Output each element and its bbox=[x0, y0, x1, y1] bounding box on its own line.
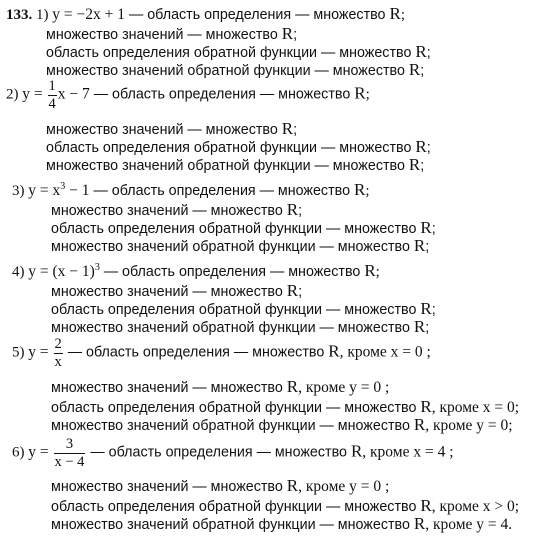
part-5-header bbox=[12, 337, 431, 369]
domain-text: — область определения — множество bbox=[86, 444, 351, 461]
part-3-line-3 bbox=[51, 237, 429, 254]
fraction-denominator: x bbox=[54, 353, 62, 370]
range-text: множество значений — множество bbox=[51, 380, 287, 396]
semicolon: ; bbox=[426, 140, 431, 156]
set-symbol: R bbox=[420, 218, 432, 237]
set-symbol: R bbox=[286, 200, 299, 219]
exclusion-text: , кроме x = 0 ; bbox=[339, 343, 431, 361]
set-symbol: R bbox=[364, 261, 376, 280]
exclusion-text: , кроме x = 0; bbox=[431, 399, 520, 416]
domain-text: — область определения — множество bbox=[89, 183, 354, 199]
domain-text: — область определения — множество bbox=[99, 264, 365, 280]
inverse-domain-text: область определения обратной функции — множество bbox=[51, 499, 421, 515]
problem-number: 133. bbox=[6, 7, 33, 23]
semicolon: ; bbox=[425, 239, 430, 255]
part-2-line-3 bbox=[46, 156, 424, 173]
part-label: 5) bbox=[12, 344, 25, 361]
part-1-header bbox=[6, 5, 405, 23]
fraction-denominator: x − 4 bbox=[54, 453, 85, 470]
inverse-domain-text: область определения обратной функции — множество bbox=[51, 302, 421, 318]
semicolon: ; bbox=[420, 158, 425, 174]
formula-end: x − 7 bbox=[57, 85, 90, 103]
semicolon: ; bbox=[293, 122, 298, 138]
fraction-denominator: 4 bbox=[48, 95, 56, 112]
set-symbol: R bbox=[413, 514, 426, 533]
exclusion-text: , кроме x > 0; bbox=[431, 498, 520, 515]
semicolon: ; bbox=[431, 221, 436, 237]
inverse-domain-text: область определения обратной функции — множество bbox=[51, 400, 421, 416]
part-label: 1) bbox=[36, 7, 49, 23]
range-text: множество значений — множество bbox=[46, 27, 282, 43]
part-label: 3) bbox=[12, 183, 25, 199]
part-4-line-3 bbox=[51, 318, 429, 335]
exclusion-text: , кроме y = 4. bbox=[425, 516, 513, 533]
set-symbol: R bbox=[328, 341, 340, 361]
part-label: 6) bbox=[12, 444, 25, 461]
set-symbol: R bbox=[389, 4, 401, 23]
formula-start: y = bbox=[28, 443, 53, 461]
fraction-numerator: 3 bbox=[54, 437, 86, 454]
domain-text: — область определения — множество bbox=[63, 344, 329, 361]
semicolon: ; bbox=[375, 264, 380, 280]
formula-start: y = bbox=[22, 85, 47, 103]
part-4-line-2 bbox=[51, 300, 436, 317]
semicolon: ; bbox=[400, 7, 405, 23]
fraction bbox=[48, 79, 57, 111]
semicolon: ; bbox=[365, 183, 370, 199]
part-6-header bbox=[12, 437, 454, 469]
part-1-line-1 bbox=[46, 25, 297, 42]
set-symbol: R bbox=[286, 281, 299, 300]
inverse-domain-text: область определения обратной функции — множество bbox=[46, 140, 416, 156]
exponent: 3 bbox=[60, 181, 66, 192]
set-symbol: R bbox=[281, 24, 294, 43]
inverse-domain-text: область определения обратной функции — множество bbox=[51, 221, 421, 237]
part-5-line-3 bbox=[51, 416, 513, 434]
range-text: множество значений — множество bbox=[51, 284, 287, 300]
part-2-line-2 bbox=[46, 138, 431, 155]
set-symbol: R bbox=[415, 42, 427, 61]
part-2-header bbox=[6, 79, 370, 111]
exclusion-text: , кроме x = 4 ; bbox=[362, 443, 454, 461]
exclusion-text: , кроме y = 0 ; bbox=[298, 379, 390, 396]
set-symbol: R bbox=[420, 496, 432, 515]
set-symbol: R bbox=[286, 377, 299, 396]
set-symbol: R bbox=[350, 441, 363, 461]
part-3-header bbox=[12, 181, 370, 199]
domain-text: — область определения — множество bbox=[89, 86, 355, 103]
part-1-line-3 bbox=[46, 61, 424, 78]
semicolon: ; bbox=[426, 45, 431, 61]
part-label: 2) bbox=[6, 86, 19, 103]
exponent: 3 bbox=[94, 262, 100, 273]
part-3-line-2 bbox=[51, 219, 436, 236]
part-6-line-3 bbox=[51, 515, 512, 533]
fraction bbox=[54, 337, 63, 369]
formula-start: y = x bbox=[28, 182, 61, 199]
set-symbol: R bbox=[413, 236, 426, 255]
set-symbol: R bbox=[413, 317, 426, 336]
inverse-range-text: множество значений обратной функции — множество bbox=[51, 239, 414, 255]
part-4-header bbox=[12, 262, 380, 280]
fraction-numerator: 1 bbox=[48, 78, 56, 94]
fraction bbox=[54, 437, 86, 469]
set-symbol: R bbox=[354, 180, 366, 199]
exclusion-text: , кроме y = 0 ; bbox=[298, 478, 390, 495]
semicolon: ; bbox=[293, 27, 298, 43]
set-symbol: R bbox=[354, 83, 366, 103]
set-symbol: R bbox=[408, 60, 421, 79]
fraction-numerator: 2 bbox=[54, 336, 62, 352]
part-6-line-2 bbox=[51, 497, 519, 515]
semicolon: ; bbox=[420, 63, 425, 79]
inverse-domain-text: область определения обратной функции — множество bbox=[46, 45, 416, 61]
part-label: 4) bbox=[12, 264, 25, 280]
semicolon: ; bbox=[365, 86, 370, 103]
part-1-line-2 bbox=[46, 43, 431, 60]
part-5-line-2 bbox=[51, 398, 519, 416]
exclusion-text: , кроме y = 0; bbox=[425, 417, 513, 434]
set-symbol: R bbox=[281, 119, 294, 138]
range-text: множество значений — множество bbox=[51, 203, 287, 219]
range-text: множество значений — множество bbox=[51, 479, 287, 495]
semicolon: ; bbox=[298, 284, 303, 300]
set-symbol: R bbox=[408, 155, 421, 174]
set-symbol: R bbox=[420, 397, 432, 416]
formula-start: y = bbox=[28, 343, 53, 361]
inverse-range-text: множество значений обратной функции — множество bbox=[46, 63, 409, 79]
domain-text: — область определения — множество bbox=[124, 7, 390, 23]
part-6-line-1 bbox=[51, 477, 389, 495]
part-5-line-1 bbox=[51, 378, 389, 396]
function-formula: y = −2x + 1 bbox=[52, 6, 125, 23]
part-3-line-1 bbox=[51, 201, 302, 218]
set-symbol: R bbox=[413, 415, 426, 434]
set-symbol: R bbox=[415, 137, 427, 156]
semicolon: ; bbox=[431, 302, 436, 318]
semicolon: ; bbox=[298, 203, 303, 219]
formula-end: − 1 bbox=[65, 182, 90, 199]
inverse-range-text: множество значений обратной функции — множество bbox=[51, 320, 414, 336]
inverse-range-text: множество значений обратной функции — множество bbox=[51, 418, 414, 434]
part-2-line-1 bbox=[46, 120, 297, 137]
formula-start: y = (x − 1) bbox=[28, 263, 95, 280]
semicolon: ; bbox=[425, 320, 430, 336]
inverse-range-text: множество значений обратной функции — множество bbox=[51, 517, 414, 533]
set-symbol: R bbox=[420, 299, 432, 318]
part-4-line-1 bbox=[51, 282, 302, 299]
set-symbol: R bbox=[286, 476, 299, 495]
range-text: множество значений — множество bbox=[46, 122, 282, 138]
inverse-range-text: множество значений обратной функции — множество bbox=[46, 158, 409, 174]
